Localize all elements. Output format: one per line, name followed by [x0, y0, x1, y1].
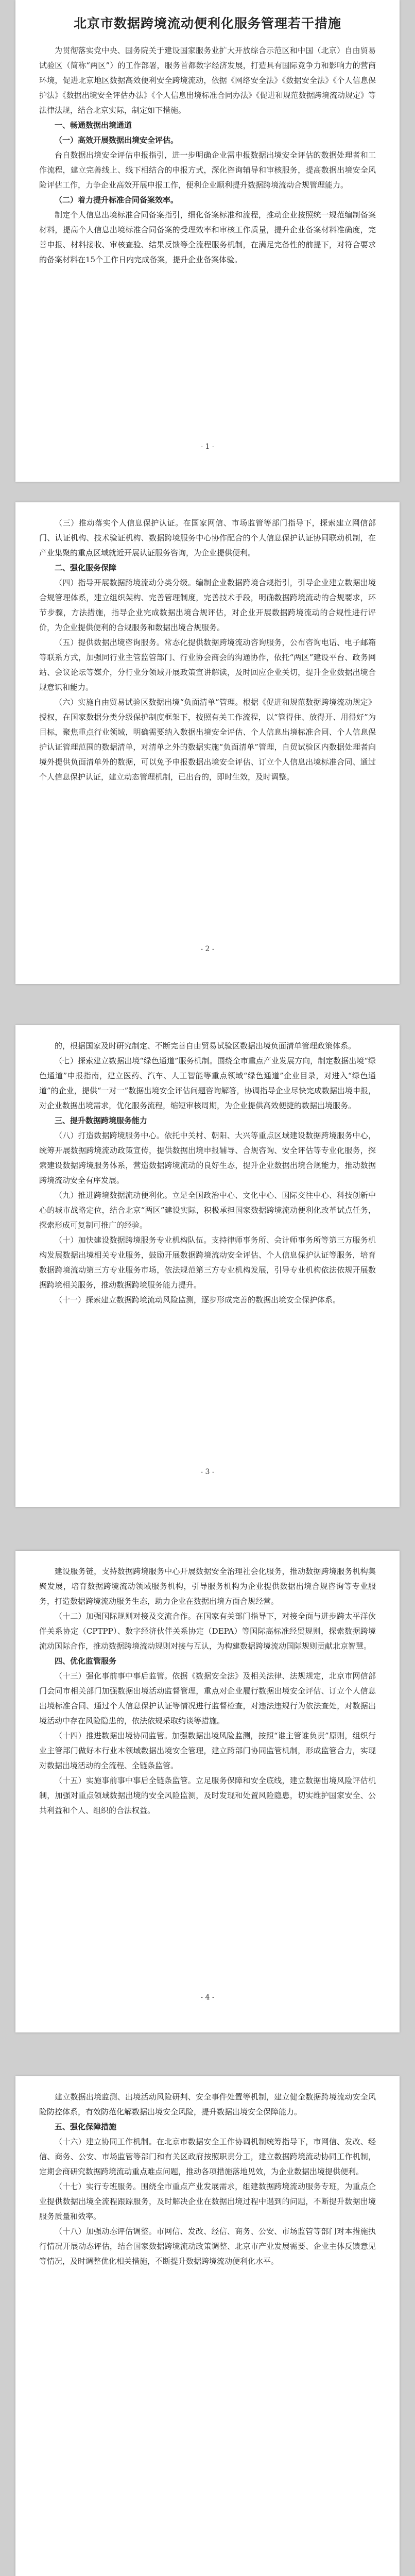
body-paragraph: （十四）推进数据出境协同监管。加强数据出境风险监测，按照“谁主管谁负责”原则，组织行业主管部门做好本行业本领域数据出境安全管理，建立跨部门协同监管机制，形成监管合力，实现对数据出境活动的全流程、全链条监管。: [39, 1731, 376, 1770]
page-body: [39, 1039, 376, 1308]
section-heading: 二、强化服务保障: [55, 563, 117, 572]
body-paragraph: （五）提供数据出境咨询服务。常态化提供数据跨境流动咨询服务，公布咨询电话、电子邮箱等联系方式，加强同行业主管监管部门、行业协会商会的沟通协作，依托“两区”建设平台、政务网站、会议论坛等媒介，分行业分领域开展政策宣讲解读，及时回应企业关切，提升企业数据出境合规意识和能力。: [39, 638, 376, 692]
body-paragraph: 建设服务链，支持数据跨境服务中心开展数据安全治理社会化服务，推动数据跨境服务机构集聚发展，培育数据跨境流动领域服务机构，引导服务机构为企业提供数据出境合规咨询等专业服务，打造数据跨境流动服务生态，助力企业在数据出境方面合规经营。: [39, 1567, 376, 1606]
document-page-3: [15, 1025, 400, 1507]
body-paragraph: （十二）加强国际规则对接及交流合作。在国家有关部门指导下，对接全面与进步跨太平洋伙伴关系协定（CPTPP）、数字经济伙伴关系协定（DEPA）等国际高标准经贸规则，探索数据跨境流动国际合作，推动数据跨境流动规则对接与互认，为构建数据跨境流动国际规则贡献北京智慧。: [39, 1612, 376, 1651]
body-paragraph: （八）打造数据跨境服务中心。依托中关村、朝阳、大兴等重点区域建设数据跨境服务中心，统筹开展数据跨境流动政策宣传，提供数据出境申报辅导、合规咨询、安全评估等专业化服务，探索建设数据跨境服务体系，营造数据跨境流动的良好生态，提升企业数据出境合规能力，推动数据跨境流动安全有序发展。: [39, 1131, 376, 1185]
body-paragraph: 台自数据出境安全评估申报指引，进一步明确企业需申报数据出境安全评估的数据处理者和工作流程，建立完善线上、线下相结合的申报方式，深化咨询辅导和审核服务，提高数据出境安全风险评估工作，力争企业高效开展申报工作，便利企业顺利提升数据跨境流动合规管理能力。: [39, 150, 376, 190]
body-paragraph: 建立数据出境监测、出境活动风险研判、安全事件处置等机制，建立健全数据跨境流动安全风险防控体系，有效防范化解数据出境安全风险，提升数据出境安全保障能力。: [39, 2092, 376, 2116]
document-page-2: [15, 502, 400, 984]
subsection-heading: （二）着力提升标准合同备案效率。: [55, 195, 179, 205]
body-paragraph: （七）探索建立数据出境“绿色通道”服务机制。围绕全市重点产业发展方向，制定数据出境“绿色通道”申报指南，建立医药、汽车、人工智能等重点领域“绿色通道”企业目录，对进入“绿色通道”的企业，提供“一对一”数据出境安全评估问题咨询解答，协调指导企业尽快完成数据出境申报，对企业数据出境需求，优化服务流程，缩短审核周期，为企业提供高效便捷的数据出境服务。: [39, 1056, 376, 1110]
body-paragraph: （十三）强化事前事中事后监管。依据《数据安全法》及相关法律、法规规定，北京市网信部门会同市相关部门加强数据出境活动监督管理，重点对企业履行数据出境安全评估、订立个人信息出境标准合同、通过个人信息保护认证等情况进行监督检查，对违法违规行为依法查处，对数据出境活动中存在风险隐患的，依法依规采取约谈等措施。: [39, 1671, 376, 1725]
page-number: - 4 -: [200, 1993, 215, 2002]
page-body: [39, 43, 376, 267]
body-paragraph: 制定个人信息出境标准合同备案指引，细化备案标准和流程，推动企业按照统一规范编制备案材料，提高个人信息出境标准合同备案的受理效率和审核工作质量，提升企业备案材料准确度，完善申报、材料接收、审核查验、结果反馈等全流程服务机制，在满足完备性的前提下，对符合要求的备案材料在15个工作日内完成备案，提升企业备案体验。: [39, 210, 376, 264]
page-body: [39, 1564, 376, 1818]
document-page-5: [15, 2076, 400, 2576]
body-paragraph: （十五）实施事前事中事后全链条监管。立足服务保障和安全底线，建立数据出境风险评估机制，加强对重点领域数据出境的安全风险监测，及时发现和处置风险隐患，切实维护国家安全、公共利益和个人、组织的合法权益。: [39, 1776, 376, 1815]
document-page-4: [15, 1551, 400, 2032]
body-paragraph: （十）加快建设数据跨境服务专业机构队伍。支持律师事务所、会计师事务所等第三方服务机构发展数据出境相关专业服务，鼓励开展数据跨境流动安全评估、个人信息保护认证等服务，培育数据跨境流动第三方专业服务市场，依法规范第三方专业机构发展，引导专业机构依法依规开展数据跨境相关服务，推动数据跨境服务能力提升。: [39, 1235, 376, 1290]
body-paragraph: （十一）探索建立数据跨境流动风险监测，逐步形成完善的数据出境安全保护体系。: [55, 1295, 341, 1304]
document-title: 北京市数据跨境流动便利化服务管理若干措施: [73, 16, 341, 31]
body-paragraph: 的，根据国家及时研究制定、不断完善自由贸易试验区数据出境负面清单管理政策体系。: [55, 1041, 356, 1050]
body-paragraph: （十七）实行专班服务。围绕全市重点产业发展需求，组建数据跨境流动服务专班，为重点企业提供数据出境全流程跟踪服务，及时解决企业在数据出境过程中遇到的问题，不断提升数据出境服务质量和效率。: [39, 2182, 376, 2221]
page-body: [39, 516, 376, 785]
body-paragraph: （四）指导开展数据跨境流动分类分级。编制企业数据跨境合规指引，引导企业建立数据出境合规管理体系，建立组织架构、完善管理制度，完善技术手段，明确数据跨境流动的合规要求，环节步骤，方法措施，指导企业完成数据出境合规评估，对企业开展数据跨境流动的合规性进行评价，为企业提供便利的合规服务和数据出境合规服务。: [39, 578, 376, 632]
document-page-1: [15, 0, 400, 482]
body-paragraph: 为贯彻落实党中央、国务院关于建设国家服务业扩大开放综合示范区和中国（北京）自由贸易试验区（简称“两区”）的工作部署，服务首都数字经济发展，打造具有国际竞争力和影响力的营商环境，促进北京地区数据高效便利安全跨境流动，依据《网络安全法》《数据安全法》《个人信息保护法》《数据出境安全评估办法》《个人信息出境标准合同办法》《促进和规范数据跨境流动规定》等法律法规，结合北京实际，制定如下措施。: [39, 46, 376, 115]
page-number: - 3 -: [200, 1468, 215, 1476]
section-heading: 五、强化保障措施: [55, 2122, 117, 2131]
section-heading: 一、畅通数据出境通道: [55, 121, 132, 130]
page-number: - 1 -: [200, 443, 215, 451]
body-paragraph: （十六）建立协同工作机制。在北京市数据安全工作协调机制统筹指导下，市网信、发改、经信、商务、公安、市场监管等部门和有关区政府按照职责分工，建立数据跨境流动协同工作机制，定期会商研究数据跨境流动重点难点问题，推动各项措施落地见效，为企业数据出境提供便利。: [39, 2137, 376, 2176]
body-paragraph: （九）推进跨境数据流动便利化。立足全国政治中心、文化中心、国际交往中心、科技创新中心的城市战略定位，结合北京“两区”建设实际，积极承担国家数据跨境流动便利化改革试点任务，探索形成可复制可推广的经验。: [39, 1191, 376, 1230]
subsection-heading: （一）高效开展数据出境安全评估。: [55, 135, 179, 145]
body-paragraph: （六）实施自由贸易试验区数据出境“负面清单”管理。根据《促进和规范数据跨境流动规定》授权，在国家数据分类分级保护制度框架下，按照有关工作流程，以“管得住、放得开、用得好”为目标，聚焦重点行业领域，明确需要纳入数据出境安全评估、个人信息出境标准合同、个人信息保护认证管理范围的数据清单，对清单之外的数据实施“负面清单”管理，自贸试验区内数据处理者向境外提供负面清单外的数据，可以免予申报数据出境安全评估、订立个人信息出境标准合同、通过个人信息保护认证，建立动态管理机制，已出台的，即时生效，及时调整。: [39, 698, 376, 782]
page-body: [39, 2090, 376, 2269]
section-heading: 三、提升数据跨境服务能力: [55, 1116, 148, 1125]
body-paragraph: （三）推动落实个人信息保护认证。在国家网信、市场监管等部门指导下，探索建立网信部门、认证机构、技术验证机构、数据跨境服务中心协作配合的个人信息保护认证协同联动机制，在产业集聚的重点区域就近开展认证服务咨询，为企业提供便利。: [39, 518, 376, 557]
page-number: - 2 -: [200, 945, 215, 953]
body-paragraph: （十八）加强动态评估调整。市网信、发改、经信、商务、公安、市场监管等部门对本措施执行情况开展动态评估，结合国家数据跨境流动政策调整、北京市产业发展需要、企业主体反馈意见等情况，及时调整优化相关措施，不断提升数据跨境流动便利化水平。: [39, 2227, 376, 2266]
section-heading: 四、优化监管服务: [55, 1656, 117, 1666]
